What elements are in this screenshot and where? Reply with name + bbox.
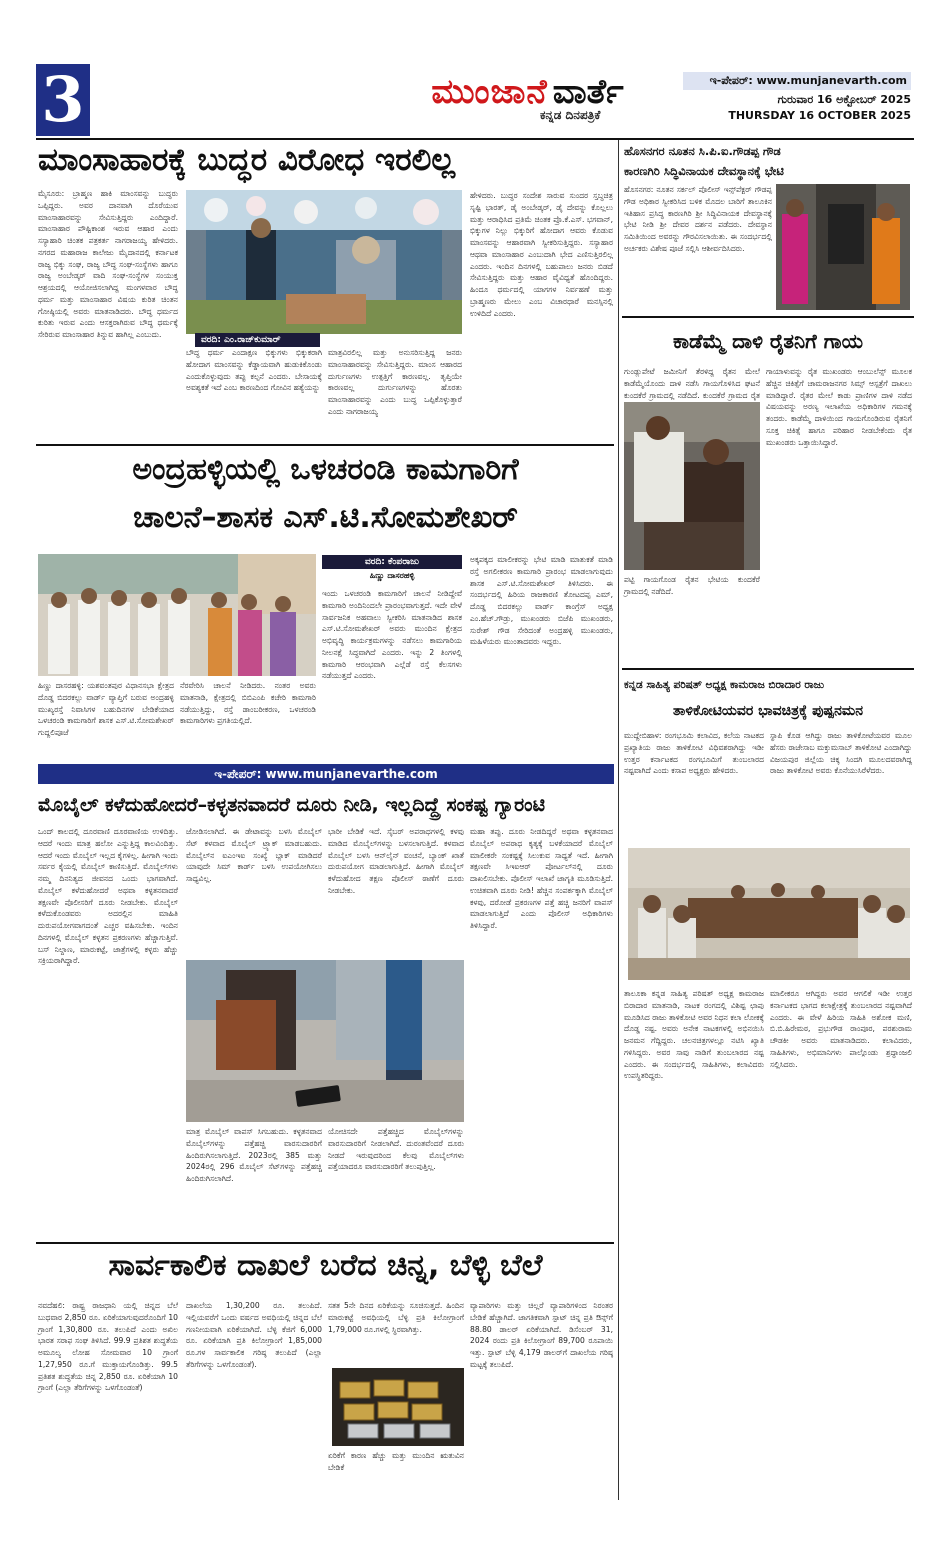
masthead-logo xyxy=(395,72,660,112)
a2-col1: ಹಿಣ್ಣು ದಾಸರಹಳ್ಳಿ: ಯಶವಂತಪುರ ವಿಧಾನಸಭಾ ಕ್ಷೇತ್ರದ ದೊಡ್ಡ ಬಿದರಕಲ್ಲು ವಾರ್ಡ್‌ ವ್ಯಾಪ್ತಿಗೆ ಬರುವ ಅಂದ್ರಹಳ್ಳಿ ಮುಖ್ಯರಸ್ತೆ ನಿವಾಸಿಗಳ ಬಹುದಿನಗಳ ಬೇಡಿಕೆಯಾದ ಒಳಚರಂಡಿ ಕಾಮಗಾರಿಗೆ ಶಾಸಕ ಎಸ್.ಟಿ.ಸೋಮಶೇಖರ್ ಗುದ್ದಲಿಪೂಜೆ xyxy=(38,681,174,738)
r2-headline: ಕಾಡೆಮ್ಮೆ ದಾಳಿ ರೈತನಿಗೆ ಗಾಯ xyxy=(672,329,863,353)
a1-caption: ವರದಿ: ಎಂ.ರಾಜ್‌ಕುಮಾರ್ xyxy=(195,333,320,347)
drainage-ceremony-photo xyxy=(38,554,316,676)
a1-col1: ಮೈಸೂರು: ಬ್ರಾಹ್ಮಣ ಹಾಕಿ ಮಾಂಸವನ್ನು ಬುದ್ಧರು ಒಪ್ಪಿದ್ದರು. ಅವರ ದಾನವಾಗಿ ದೊರೆಯುವ ಮಾಂಸಾಹಾರವನ್ನು ಸೇವಿಸುತ್ತಿದ್ದರು ಎಂದಿದ್ದಾರೆ. ಮಾಂಸಾಹಾರ ಪೌಷ್ಟಿಕಾಂಶ ಇರುವ ಆಹಾರ ಎಂದು ಸಸ್ಯಾಹಾರಿ ಚಿಂತಕ ಪತ್ರಕರ್ತ ನಾಗರಾಜಯ್ಯ ಹೇಳಿದರು. ನಗರದ ಮಹಾರಾಜ ಕಾಲೇಜು ಮೈದಾನದಲ್ಲಿ ಕರ್ನಾಟಕ ರಾಜ್ಯ ಭಿಕ್ಕು ಸಂಘ, ರಾಜ್ಯ ಬೌದ್ಧ ಸಂಘ-ಸಂಸ್ಥೆಗಳು ಹಾಗೂ ರಾಜ್ಯ ಅಂಬೇಡ್ಕರ್ ವಾದಿ ಸಂಘ-ಸಂಸ್ಥೆಗಳ ಸಂಯುಕ್ತ ಆಶ್ರಯದಲ್ಲಿ ಆಯೋಜಿಸಲಾಗಿದ್ದ ಮಂಗಳವಾರ ಬೌದ್ಧ ಧರ್ಮ ಮತ್ತು ಮಾಂಸಾಹಾರ ವಿಷಯ ಕುರಿತ ಚಿಂತನ ಗೋಷ್ಠಿಯಲ್ಲಿ ಅವರು ಮಾತನಾಡಿದರು. ಬೌದ್ಧ ಧರ್ಮದ ಕುರಿತು ಇರುವ ಎಂದು ಆಸಕ್ತರಾಗಿರುವ ಬೌದ್ಧ ಧರ್ಮಕ್ಕೆ ಸೇರಿರುವ ಮಾಂಸಾಹಾರ ತಿನ್ನುವ ಹಾಗಿಲ್ಲ ಎಂಬುದು. xyxy=(38,189,178,340)
r3-body1b: ಸ್ಥಾಪಿ ಕೊಡ ಆಗಿದ್ದು ರಾಜು ತಾಳಿಕೋಟೆಯವರ ಮೂಲ ಹೆಸರು ರಾಜೇಸಾಬ ಮಕ್ತುಮಸಾಬ್ ತಾಳಿಕೋಟಿ ಎಂದಾಗಿದ್ದು ವಿಜಯಪುರ ಜಿಲ್ಲೆಯ ಚಿಕ್ಕ ಸಿಂದಗಿ ಮೂಲದವರಾಗಿದ್ದ ರಾಜು ತಾಳಿಕೋಟಿ ಅವರು ಕೊನೆಯುಸಿರೆಳೆದರು. xyxy=(770,731,912,776)
r1-body: ಹೊಸನಗರ: ನೂತನ ಸರ್ಕಲ್ ಪೊಲೀಸ್ ಇನ್ಸ್‌ಪೆಕ್ಟರ್ ಗೌಡಪ್ಪ ಗೌಡ ಅಧಿಕಾರ ಸ್ವೀಕರಿಸಿದ ಬಳಿಕ ಮೊದಲ ಬಾರಿಗೆ ತಾಲೂಕಿನ ಇತಿಹಾಸ ಪ್ರಸಿದ್ಧ ಕಾರಣಗಿರಿ ಶ್ರೀ ಸಿದ್ಧಿವಿನಾಯಕ ದೇವಸ್ಥಾನಕ್ಕೆ ಭೇಟಿ ನೀಡಿ ಶ್ರೀ ದೇವರ ದರ್ಶನ ಪಡೆದರು. ದೇವಸ್ಥಾನ ಸಮಿತಿಯಿಂದ ಅವರನ್ನು ಗೌರವಿಸಲಾಯಿತು. ಈ ಸಂದರ್ಭದಲ್ಲಿ ಅರ್ಚಕರು ವಿಶೇಷ ಪೂಜೆ ಸಲ್ಲಿಸಿ ಆಶೀರ್ವದಿಸಿದರು. xyxy=(624,185,772,253)
a1-col3: ಮಾತ್ರವಿರಲಿಲ್ಲ ಮತ್ತು ಅನುಸರಿಸುತ್ತಿದ್ದ ಜನರು ಮಾಂಸಾಹಾರವನ್ನು ಸೇವಿಸುತ್ತಿದ್ದರು. ಮಾಂಸ ಆಹಾರದ ದುರ್ಗುಣಗಳು ಉತ್ಪತ್ತಿಗೆ ಕಾರಣವಲ್ಲ. ತೃಪ್ತಿಯೇ ಕಾರಣವಲ್ಲ ದುರ್ಗುಣಗಳನ್ನು ಹೊರತು ಮಾಂಸಾಹಾರವನ್ನು ಎಂದು ಬುದ್ಧ ಒಪ್ಪಿಕೊಳ್ಳುತ್ತಾರೆ ಎಂದು ನಾಗರಾಜಯ್ಯ xyxy=(328,348,462,416)
a2-reporter: ವರದಿ: ಕೆಂಪರಾಜು xyxy=(322,555,462,569)
a4-col3: ಸತತ 5ನೇ ದಿನದ ಏರಿಕೆಯನ್ನು ಸೂಚಿಸುತ್ತದೆ. ಹಿಂದಿನ ಮಾರುಕಟ್ಟೆ ಅವಧಿಯಲ್ಲಿ ಬೆಳ್ಳಿ ಪ್ರತಿ ಕಿಲೋಗ್ರಾಂಗೆ 1,79,000 ರೂ.ಗಳಲ್ಲಿ ಸ್ಥಿರವಾಗಿತ್ತು. xyxy=(328,1301,464,1334)
a3-col2b: ಮಾತ್ರ ಮೊಬೈಲ್ ವಾಪಸ್ ಸಿಗಬಹುದು. ಕಳ್ಳತನವಾದ ಮೊಬೈಲ್‌ಗಳನ್ನು ಪತ್ತೆಹಚ್ಚಿ ವಾರಸುದಾರರಿಗೆ ಹಿಂದಿರುಗಿಸಲಾಗುತ್ತಿದೆ. 2023ರಲ್ಲಿ 385 ಮತ್ತು 2024ರಲ್ಲಿ 296 ಮೊಬೈಲ್ ಸೆಟ್‌ಗಳನ್ನು ಪತ್ತೆಹಚ್ಚಿ ಹಿಂದಿರುಗಿಸಲಾಗಿದೆ. xyxy=(186,1127,322,1184)
a4-col3b: ಏರಿಕೆಗೆ ಕಾರಣ ಹೆಚ್ಚು ಮತ್ತು ಮುಂದಿನ ಋತುವಿನ ಬೇಡಿಕೆ xyxy=(328,1451,464,1472)
injured-farmer-photo xyxy=(624,402,760,570)
r3-body3: ಮಾಲೀಕರೂ ಆಗಿದ್ದರು ಅವರ ಆಗಲಿಕೆ ಇಡೀ ಉತ್ತರ ಕರ್ನಾಟಕದ ಭಾಗದ ಕಲಾಕ್ಷೇತ್ರಕ್ಕೆ ತುಂಬಲಾರದ ನಷ್ಟವಾಗಿದೆ ಎಂದರು. ಈ ವೇಳೆ ಹಿರಿಯ ಸಾಹಿತಿ ಅಶೋಕ ಮಣಿ, ಬಿ.ಬಿ.ಹಿರೇಮಠ, ಪ್ರಭುಗೌಡ ರಾಂಪೂರ, ಪರಶುರಾಮ ಚೌಡಕೀ ಅವರು ಮಾತನಾಡಿದರು. ಕಲಾವಿದರು, ಸಾಹಿತಿಗಳು, ಅಭಿಮಾನಿಗಳು ಪಾಲ್ಗೊಂಡು ಶ್ರದ್ಧಾಂಜಲಿ ಸಲ್ಲಿಸಿದರು. xyxy=(770,989,912,1069)
r3-headline-line1: ಕನ್ನಡ ಸಾಹಿತ್ಯ ಪರಿಷತ್ ಅಧ್ಯಕ್ಷ ಕಾಮರಾಜ ಬಿರಾದಾರ ರಾಜು xyxy=(624,679,825,691)
a1-col4: ಹೇಳಿದರು. ಬುದ್ಧರ ಸಂದೇಶ ಸಾರುವ ಸುಂದರ ಸ್ತಬ್ಧಚಿತ್ರ ಸೃಷ್ಟಿ ಭಾರತ್, ಡೈ ಅಂಬೇಡ್ಕರ್, ಡೈ ದೇವನ್ನು ಕೊಲ್ಲಲು ಮತ್ತು ಆರಾಧಿಸಿದ ಪ್ರತಿಮೆ ಚಿಂತಕ ಪ್ರೊ.ಕೆ.ಎಸ್. ಭಗವಾನ್, ಭಿಕ್ಕುಗಳ ನಿಲ್ಲು ಭಿಕ್ಕುರಿಗೆ ಹೋದಾಗ ಆವರು ಕೊಡುವ ಮಾಂಸವನ್ನು ಆಹಾರವಾಗಿ ಸ್ವೀಕರಿಸುತ್ತಿದ್ದರು. ಸಸ್ಯಾಹಾರ ಆಥವಾ ಮಾಂಸಾಹಾರ ಎಂಬುದಾಗಿ ಭೇದ ಎಣಿಸುತ್ತಿರಲಿಲ್ಲ ಎಂದರು. ಇಂದಿನ ದಿನಗಳಲ್ಲಿ ಬಹುಪಾಲು ಜನರು ಬಿಡದೆ ಸೇವಿಸುತ್ತಿದ್ದರು ಮತ್ತು ಆಹಾರ ವೈವಿಧ್ಯತೆ ಹೊಂದಿದ್ದರು. ಹಿಂದೂ ಧರ್ಮದಲ್ಲಿ ಯಾಗಗಳ ನಿರ್ವಹಣೆ ಮತ್ತು ಬ್ರಾಹ್ಮಣರು ಮೇಲು ಎಂಬ ವಿಚಾರಧಾರೆ ಮನಸ್ಸಿನಲ್ಲಿ ಉಳಿದಿದೆ ಎಂದರು. xyxy=(470,191,613,318)
rule-r2 xyxy=(622,668,914,670)
a2-col2: ನೆರವೇರಿಸಿ ಚಾಲನೆ ನೀಡಿದರು. ನಂತರ ಅವರು ಮಾತನಾಡಿ, ಕ್ಷೇತ್ರದಲ್ಲಿ ಬಿಬಿಎಂಪಿ ಕಚೇರಿ ಕಾಮಗಾರಿ ನಡೆಯುತ್ತಿದ್ದು, ರಸ್ತೆ ಡಾಂಬರೀಕರಣ, ಒಳಚರಂಡಿ ಕಾಮಗಾರಿಗಳು ಪ್ರಗತಿಯಲ್ಲಿದೆ. xyxy=(180,681,316,726)
r3-body1: ಮುದ್ದೇಬಿಹಾಳ: ರಂಗಭೂಮಿ ಕಲಾವಿದ, ಕಲೆಯ ನಾಟಕದ ಪ್ರಖ್ಯಾತಿಯ ರಾಜು ತಾಳಿಕೋಟಿ ವಿಧಿವಶರಾಗಿದ್ದು ಇಡೀ ಉತ್ತರ ಕರ್ನಾಟಕದ ರಂಗಭೂಮಿಗೆ ತುಂಬಲಾರದ ನಷ್ಟವಾಗಿದೆ ಎಂದು ಕಸಾಪ ಅಧ್ಯಕ್ಷರು ಹೇಳಿದರು. xyxy=(624,731,764,776)
a3-headline: ಮೊಬೈಲ್ ಕಳೆದುಹೋದರೆ–ಕಳ್ಳತನವಾದರೆ ದೂರು ನೀಡಿ, ಇಲ್ಲದಿದ್ದ್ರೆ ಸಂಕಷ್ಟ ಗ್ಯಾರಂಟಿ xyxy=(38,794,545,816)
a2-headline-line1: ಅಂದ್ರಹಳ್ಳಿಯಲ್ಲಿ ಒಳಚರಂಡಿ ಕಾಮಗಾರಿಗೆ xyxy=(132,452,519,487)
a2-headline-line2: ಚಾಲನೆ–ಶಾಸಕ ಎಸ್.ಟಿ.ಸೋಮಶೇಖರ್ xyxy=(133,500,518,535)
mobile-phone-photo xyxy=(186,960,464,1122)
a2-location: ಹಿಣ್ಣು ದಾಸರಹಳ್ಳಿ xyxy=(369,571,415,580)
tribute-meeting-photo xyxy=(628,848,910,980)
a3-col2: ಜೋಡಿಸಲಾಗಿದೆ. ಈ ಡೇಟಾವನ್ನು ಬಳಸಿ ಮೊಬೈಲ್ ಸೆಟ್ ಕಳವಾದ ಮೊಬೈಲ್ ಟ್ರ್ಯಾಕ್ ಮಾಡಬಹುದು. ಮೊಬೈಲ್‌ನ ಐಎಂಇಐ ಸಂಖ್ಯೆ ಬ್ಲಾಕ್ ಮಾಡಿದರೆ ಯಾವುದೇ ಸಿಮ್ ಕಾರ್ಡ್ ಬಳಸಿ ಉಪಯೋಗಿಸಲು ಸಾಧ್ಯವಿಲ್ಲ. xyxy=(186,827,322,884)
r2-body2: ಗಾಯಾಳುವನ್ನು ರೈತ ಮುಖಂಡರು ಆಂಬುಲೆನ್ಸ್ ಮೂಲಕ ಹೆಚ್ಚಿನ ಚಿಕಿತ್ಸೆಗೆ ಚಾಮರಾಜನಗರ ಸಿಮ್ಸ್ ಆಸ್ಪತ್ರೆಗೆ ದಾಖಲು ಮಾಡಿದ್ದಾರೆ. ರೈತರ ಮೇಲೆ ಕಾಡು ಪ್ರಾಣಿಗಳ ದಾಳಿ ನಡೆದ ವಿಷಯವನ್ನು ಅರಣ್ಯ ಇಲಾಖೆಯ ಅಧಿಕಾರಿಗಳ ಗಮನಕ್ಕೆ ತಂದರು. ಕಾಡೆಮ್ಮೆ ದಾಳಿಯಿಂದ ಗಾಯಗೊಂಡಿರುವ ರೈತನಿಗೆ ಸೂಕ್ತ ಚಿಕಿತ್ಸೆ ಹಾಗೂ ಪರಿಹಾರ ನೀಡಬೇಕೆಂದು ರೈತ ಮುಖಂಡರು ಒತ್ತಾಯಿಸಿದ್ದಾರೆ. xyxy=(766,367,912,447)
r2-body1: ಗುಂಡ್ಲುಪೇಟೆ ಜಮೀನಿಗೆ ತೆರಳಿದ್ದ ರೈತನ ಮೇಲೆ ಕಾಡೆಮ್ಮೆಯೊಂದು ದಾಳಿ ನಡೆಸಿ ಗಾಯಗೊಳಿಸಿದ ಘಟನೆ ಕುಂದಕೆರೆ ಗ್ರಾಮದಲ್ಲಿ ನಡೆದಿದೆ. ಕುಂದಕೆರೆ ಗ್ರಾಮದ ರೈತ xyxy=(624,367,760,400)
column-divider xyxy=(618,140,619,1500)
buddha-stage-photo xyxy=(186,190,462,334)
a4-col2: ದಾಖಲೆಯ 1,30,200 ರೂ. ತಲುಪಿದೆ. ಇಲ್ಲಿಯವರೆಗೆ ಒಂದು ವರ್ಷದ ಅವಧಿಯಲ್ಲಿ ಚಿನ್ನದ ಬೆಲೆ ಗಣನೀಯವಾಗಿ ಏರಿಕೆಯಾಗಿದೆ. ಬೆಳ್ಳಿ ಕೆಜಿಗೆ 6,000 ರೂ. ಏರಿಕೆಯಾಗಿ ಪ್ರತಿ ಕಿಲೋಗ್ರಾಂಗೆ 1,85,000 ರೂ.ಗಳ ಸಾರ್ವಕಾಲಿಕ ಗರಿಷ್ಠ ತಲುಪಿದೆ (ಎಲ್ಲಾ ತೆರಿಗೆಗಳನ್ನು ಒಳಗೊಂಡಂತೆ). xyxy=(186,1301,322,1369)
a4-headline: ಸಾರ್ವಕಾಲಿಕ ದಾಖಲೆ ಬರೆದ ಚಿನ್ನ, ಬೆಳ್ಳಿ ಬೆಲೆ xyxy=(108,1248,543,1283)
r1-headline-line1: ಹೊಸನಗರ ನೂತನ ಸಿ.ಪಿ.ಐ.ಗೌಡಪ್ಪ ಗೌಡ xyxy=(624,144,781,158)
r1-headline-line2: ಕಾರಣಗಿರಿ ಸಿದ್ಧಿವಿನಾಯಕ ದೇವಸ್ಥಾನಕ್ಕೆ ಭೇಟಿ xyxy=(624,164,784,178)
a4-col4: ವ್ಯಾಪಾರಿಗಳು ಮತ್ತು ಚಿಲ್ಲರೆ ವ್ಯಾಪಾರಿಗಳಿಂದ ನಿರಂತರ ಬೇಡಿಕೆ ಹೆಚ್ಚಾಗಿದೆ. ಜಾಗತಿಕವಾಗಿ ಸ್ಪಾಟ್ ಚಿನ್ನ ಪ್ರತಿ ಔನ್ಸ್‌ಗೆ 88.80 ಡಾಲರ್ ಏರಿಕೆಯಾಗಿದೆ. ಡಿಸೆಂಬರ್ 31, 2024 ರಂದು ಪ್ರತಿ ಕಿಲೋಗ್ರಾಂಗೆ 89,700 ರೂಪಾಯಿ ಇತ್ತು. ಸ್ಪಾಟ್ ಬೆಳ್ಳಿ 4,179 ಡಾಲರ್‌ಗೆ ದಾಖಲೆಯ ಗರಿಷ್ಠ ಮಟ್ಟಕ್ಕೆ ತಲುಪಿದೆ. xyxy=(470,1301,613,1369)
masthead-part2: ವಾರ್ತೆ xyxy=(552,72,624,112)
a4-col1: ನವದೆಹಲಿ: ರಾಷ್ಟ್ರ ರಾಜಧಾನಿ ಯಲ್ಲಿ ಚಿನ್ನದ ಬೆಲೆ ಬುಧವಾರ 2,850 ರೂ. ಏರಿಕೆಯಾಗುವುದರೊಂದಿಗೆ 10 ಗ್ರಾಂಗೆ 1,30,800 ರೂ. ತಲುಪಿದೆ ಎಂದು ಅಖಿಲ ಭಾರತ ಸರಾಫ ಸಂಘ ತಿಳಿಸಿದೆ. 99.9 ಪ್ರತಿಶತ ಶುದ್ಧತೆಯ ಅಮೂಲ್ಯ ಲೋಹ ಸೋಮವಾರ 10 ಗ್ರಾಂಗೆ 1,27,950 ರೂ.ಗೆ ಮುಕ್ತಾಯಗೊಂಡಿತ್ತು. 99.5 ಪ್ರತಿಶತ ಶುದ್ಧತೆಯ ಚಿನ್ನ 2,850 ರೂ. ಏರಿಕೆಯಾಗಿ 10 ಗ್ರಾಂಗೆ (ಎಲ್ಲಾ ತೆರಿಗೆಗಳನ್ನು ಒಳಗೊಂಡಂತೆ) xyxy=(38,1301,178,1393)
a3-col1: ಒಂದ್ ಕಾಲದಲ್ಲಿ ದೂರವಾಣಿ ದೂರವಾಣಿಯ ಉಳಿದಿತ್ತು. ಆದರೆ ಇಂದು ಮಾತ್ರ ಹಲೋ ಎನ್ನುತ್ತಿದ್ದ ಕಾಲವಿಂದಿತ್ತು. ಆದರೆ ಇಂದು ಮೊಬೈಲ್ ಇಲ್ಲದ ಕೈಗಳಿಲ್ಲ. ಹೀಗಾಗಿ ಇಂದು ಸರ್ವರ ಕೈಯಲ್ಲಿ ಮೊಬೈಲ್ ಕಾಣಿಸುತ್ತಿದೆ. ಮೊಬೈಲ್‌ಗಳು ನಮ್ಮ ದಿನನಿತ್ಯದ ಜೀವನದ ಒಂದು ಭಾಗವಾಗಿದೆ. ಮೊಬೈಲ್ ಕಳೆದುಹೋದರೆ ಅಥವಾ ಕಳ್ಳತನವಾದರೆ ತಕ್ಷಣವೇ ಪೊಲೀಸರಿಗೆ ದೂರು ನೀಡಬೇಕು. ಮೊಬೈಲ್ ಕಳೆದುಕೊಂಡವರು ಅದರಲ್ಲಿನ ಮಾಹಿತಿ ದುರುಪಯೋಗವಾಗದಂತೆ ಎಚ್ಚರ ವಹಿಸಬೇಕು. ಇಂದಿನ ದಿನಗಳಲ್ಲಿ ಮೊಬೈಲ್ ಕಳ್ಳತನ ಪ್ರಕರಣಗಳು ಹೆಚ್ಚಾಗುತ್ತಿವೆ. ಬಸ್ ನಿಲ್ದಾಣ, ಮಾರುಕಟ್ಟೆ, ಜಾತ್ರೆಗಳಲ್ಲಿ ಕಳ್ಳರು ಹೆಚ್ಚು ಸಕ್ರಿಯರಾಗಿದ್ದಾರೆ. xyxy=(38,827,178,966)
page-number: 3 xyxy=(36,64,90,136)
temple-visit-photo xyxy=(776,184,910,310)
r3-headline-line2: ತಾಳಿಕೋಟಿಯವರ ಭಾವಚಿತ್ರಕ್ಕೆ ಪುಷ್ಪನಮನ xyxy=(672,703,864,719)
date-english: THURSDAY 16 OCTOBER 2025 xyxy=(728,109,911,122)
gold-bars-photo xyxy=(332,1368,464,1446)
a3-col3: ಭಾರೀ ಬೇಡಿಕೆ ಇದೆ. ಸೈಬರ್ ಅಪರಾಧಗಳಲ್ಲಿ ಕಳವು ಮಾಡಿದ ಮೊಬೈಲ್‌ಗಳನ್ನು ಬಳಸಲಾಗುತ್ತಿದೆ. ಕಳವಾದ ಮೊಬೈಲ್ ಬಳಸಿ ಆನ್‌ಲೈನ್ ವಂಚನೆ, ಬ್ಯಾಂಕ್ ಖಾತೆ ದುರುಪಯೋಗ ಮಾಡಲಾಗುತ್ತಿದೆ. ಹೀಗಾಗಿ ಮೊಬೈಲ್ ಕಳೆದುಹೋದ ತಕ್ಷಣ ಪೊಲೀಸ್ ಠಾಣೆಗೆ ದೂರು ನೀಡಬೇಕು. xyxy=(328,827,464,895)
epaper-banner[interactable]: ಇ-ಪೇಪರ್: www.munjanevarthe.com xyxy=(38,764,614,784)
rule-a3 xyxy=(36,1242,614,1244)
masthead-subtitle: ಕನ್ನಡ ದಿನಪತ್ರಿಕೆ xyxy=(540,108,601,122)
date-kannada: ಗುರುವಾರ 16 ಅಕ್ಟೋಬರ್ 2025 xyxy=(777,93,911,106)
rule-a1 xyxy=(36,444,614,446)
a2-col3: ಇಂದು ಒಳಚರಂಡಿ ಕಾಮಗಾರಿಗೆ ಚಾಲನೆ ನೀಡಿದ್ದೇವೆ ಕಾಮಗಾರಿ ಅಂದಿನಿಂದಲೇ ಪ್ರಾರಂಭವಾಗುತ್ತದೆ. ಇದೇ ವೇಳೆ ಸಾರ್ವಜನಿಕ ಅಹವಾಲು ಸ್ವೀಕರಿಸಿ ಮಾತನಾಡಿದ ಶಾಸಕ ಎಸ್.ಟಿ.ಸೋಮಶೇಖರ್ ಅವರು ಮುಂದಿನ ಕ್ಷೇತ್ರದ ಅಭಿವೃದ್ಧಿ ಕಾರ್ಯಕ್ರಮಗಳನ್ನು ನಡೆಸಲು ಕಾಮಗಾರಿಯ ನೀಲನಕ್ಷೆ ಸಿದ್ಧವಾಗಿದೆ ಎಂದರು. ಇನ್ನು 2 ತಿಂಗಳಲ್ಲಿ ಕಾಮಗಾರಿ ಆರಂಭವಾಗಿ ಎಲ್ಲೆಡೆ ರಸ್ತೆ ಕೆಲಸಗಳು ನಡೆಯುತ್ತದೆ ಎಂದರು. xyxy=(322,589,462,681)
a3-col4: ಮಹಾ ತಪ್ಪು. ದೂರು ನೀಡದಿದ್ದರೆ ಅಥವಾ ಕಳ್ಳತನವಾದ ಮೊಬೈಲ್ ಅಪರಾಧ ಕೃತ್ಯಕ್ಕೆ ಬಳಕೆಯಾದರೆ ಮೊಬೈಲ್ ಮಾಲೀಕರೇ ಸಂಕಷ್ಟಕ್ಕೆ ಸಿಲುಕುವ ಸಾಧ್ಯತೆ ಇದೆ. ಹೀಗಾಗಿ ತಕ್ಷಣವೇ ಸಿಇಐಆರ್ ಪೋರ್ಟಲ್‌ನಲ್ಲಿ ದೂರು ದಾಖಲಿಸಬೇಕು. ಪೊಲೀಸ್ ಇಲಾಖೆ ಜಾಗೃತಿ ಮೂಡಿಸುತ್ತಿದೆ. ಉಚಿತವಾಗಿ ದೂರು ನೀಡಿ! ಹೆಚ್ಚಿನ ಸಂಪರ್ಕಕ್ಕಾಗಿ ಮೊಬೈಲ್ ಕಳವು, ದರೋಡೆ ಪ್ರಕರಣಗಳ ಪತ್ತೆ ಹಚ್ಚಿ ಜನರಿಗೆ ವಾಪಸ್ ಮಾಡಲಾಗುತ್ತಿದೆ ಎಂದು ಪೊಲೀಸ್ ಅಧಿಕಾರಿಗಳು ತಿಳಿಸಿದ್ದಾರೆ. xyxy=(470,827,613,931)
header-info xyxy=(683,72,911,122)
r2-photo-caption: ಪಟ್ಟಿ ಗಾಯಗೊಂಡ ರೈತನ ಭೇಟಿಯ ಕುಂದಕೆರೆ ಗ್ರಾಮದಲ್ಲಿ ನಡೆದಿದೆ. xyxy=(624,575,760,596)
a3-col3b: ಯೋಚಿಸದೇ ಪತ್ತೆಹಚ್ಚಿದ ಮೊಬೈಲ್‌ಗಳನ್ನು ವಾರಸುದಾರರಿಗೆ ನೀಡಲಾಗಿದೆ. ದುರಂತವೆಂದರೆ ದೂರು ನೀಡದೆ ಇರುವುದರಿಂದ ಕೆಲವು ಮೊಬೈಲ್‌ಗಳು ಪತ್ತೆಯಾದರೂ ವಾರಸುದಾರರಿಗೆ ತಲುಪುತ್ತಿಲ್ಲ. xyxy=(328,1127,464,1172)
epaper-link[interactable]: ಇ-ಪೇಪರ್: www.munjanevarth.com xyxy=(683,72,911,90)
a1-col2: ಬೌದ್ಧ ಧರ್ಮ ಎಂದಾಕ್ಷಣ ಭಿಕ್ಕುಗಳು ಭಿಕ್ಕುಕರಾಗಿ ಹೋದಾಗ ಮಾಂಸವನ್ನು ಕೆಡ್ಡಾಯವಾಗಿ ಹುಡುಕಿಕೊಂಡು ಎಂದುಕೊಳ್ಳುವುದು ತಪ್ಪು ಕಲ್ಪನೆ ಎಂದರು. ಬೇಸಾಯಕ್ಕೆ ಅವಶ್ಯಕತೆ ಇದೆ ಎಂಬ ಕಾರಣದಿಂದ ಗೋವಿನ ಹತ್ಯೆಯನ್ನು xyxy=(186,348,322,393)
masthead-part1: ಮುಂಜಾನೆ xyxy=(431,72,548,112)
a2-col4: ಅಕ್ಕಪಕ್ಕದ ಮಾಲೀಕರನ್ನು ಭೇಟಿ ಮಾಡಿ ಮಾತುಕತೆ ಮಾಡಿ ರಸ್ತೆ ಅಗಲೀಕರಣ ಕಾಮಗಾರಿ ಪ್ರಾರಂಭ ಮಾಡಲಾಗುವುದು ಶಾಸಕ ಎಸ್.ಟಿ.ಸೋಮಶೇಖರ್ ತಿಳಿಸಿದರು. ಈ ಸಂದರ್ಭದಲ್ಲಿ ಹಿರಿಯ ರಾಜಕಾರಣಿ ತೋಟದಪ್ಪ ಎಮ್, ದೊಡ್ಡ ಬಿದರಕಲ್ಲು ವಾರ್ಡ್ ಕಾಂಗ್ರೆಸ್ ಅಧ್ಯಕ್ಷ ಎಂ.ಹೆಚ್.ಗೌಡ್ರು, ಮುಖಂಡರು ಬಿಜೆಪಿ ಮುಖಂಡರು, ಸುರೇಶ್ ಗೌಡ ಸೇರಿದಂತೆ ಅಂದ್ರಹಳ್ಳಿ ಮುಖಂಡರು, ಮಹಿಳೆಯರು ಮುಂತಾದವರು ಇದ್ದರು. xyxy=(470,555,613,647)
r3-body2: ತಾಲೂಕಾ ಕನ್ನಡ ಸಾಹಿತ್ಯ ಪರಿಷತ್ ಅಧ್ಯಕ್ಷ ಕಾಮರಾಜ ಬಿರಾದಾರ ಮಾತನಾಡಿ, ನಾಟಕ ರಂಗದಲ್ಲಿ ವಿಶಿಷ್ಟ ಛಾಪು ಮೂಡಿಸಿದ ರಾಜು ತಾಳಿಕೋಟಿ ಅವರ ನಿಧನ ಕಲಾ ಲೋಕಕ್ಕೆ ದೊಡ್ಡ ನಷ್ಟ. ಅವರು ಅನೇಕ ನಾಟಕಗಳಲ್ಲಿ ಅಭಿನಯಿಸಿ ಜನಮನ ಗೆದ್ದಿದ್ದರು. ಚಲನಚಿತ್ರಗಳಲ್ಲೂ ನಟಿಸಿ ಖ್ಯಾತಿ ಗಳಿಸಿದ್ದರು. ಅವರ ಸಾವು ನಾಡಿಗೆ ತುಂಬಲಾರದ ನಷ್ಟ ಎಂದರು. ಈ ಸಂದರ್ಭದಲ್ಲಿ ಸಾಹಿತಿಗಳು, ಕಲಾವಿದರು ಉಪಸ್ಥಿತರಿದ್ದರು. xyxy=(624,989,764,1081)
a1-headline: ಮಾಂಸಾಹಾರಕ್ಕೆ ಬುದ್ಧರ ವಿರೋಧ ಇರಲಿಲ್ಲ xyxy=(38,142,456,178)
rule-r1 xyxy=(622,316,914,318)
